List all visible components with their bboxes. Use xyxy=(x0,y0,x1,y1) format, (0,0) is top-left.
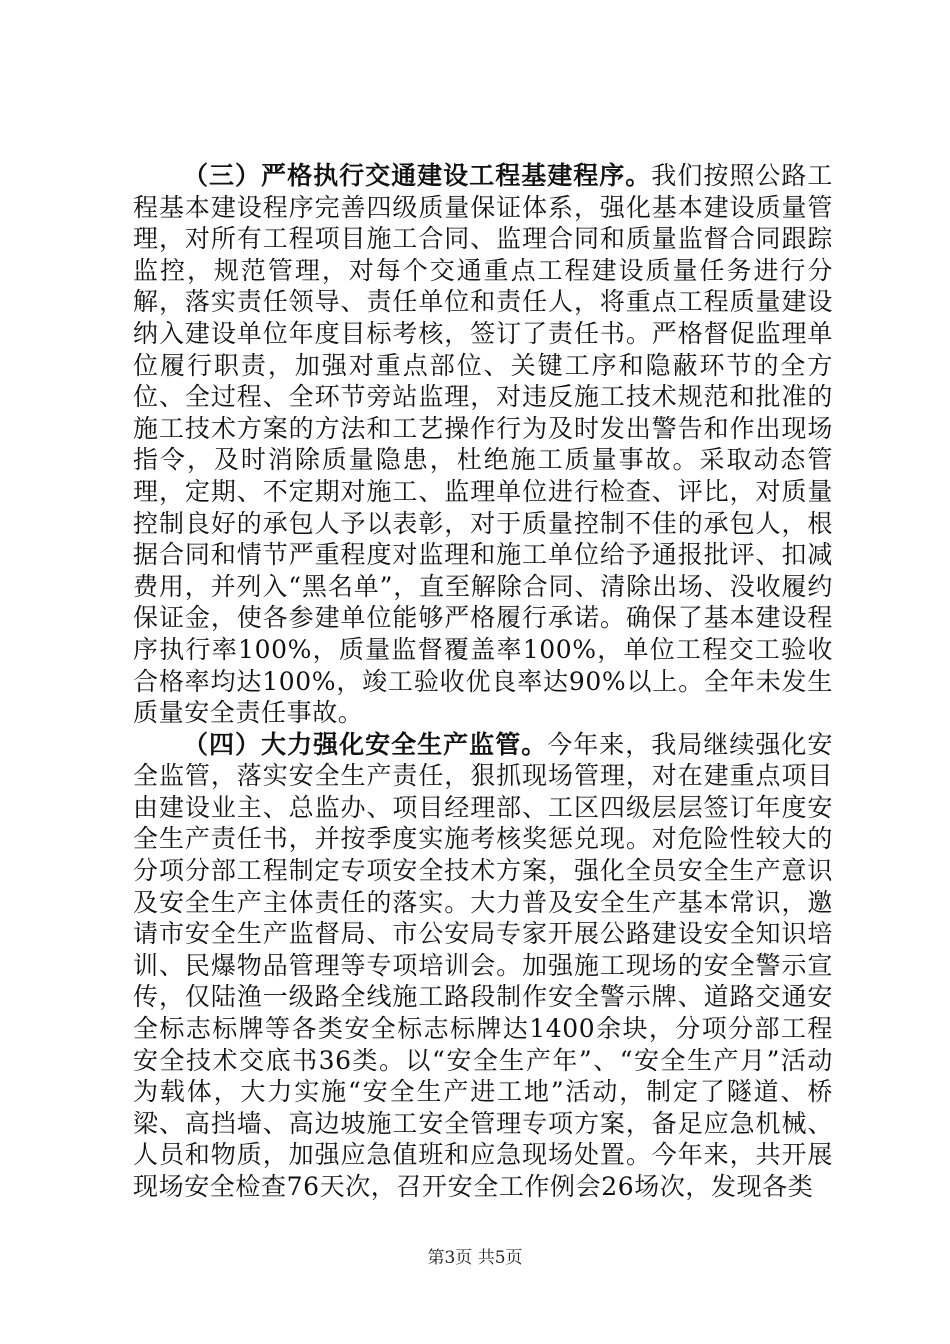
section-4-heading: （四）大力强化安全生产监管。 xyxy=(183,729,548,759)
section-3-body: 我们按照公路工程基本建设程序完善四级质量保证体系，强化基本建设质量管理，对所有工程项目施工合同、监理合同和质量监督合同跟踪监控，规范管理，对每个交通重点工程建设质量任务进行分解，落实责任领导、责任单位和责任人，将重点工程质量建设纳入建设单位年度目标考核，签订了责任书。严格督促监理单位履行职责，加强对重点部位、关键工序和隐蔽环节的全方位、全过程、全环节旁站监理，对违反施工技术规范和批准的施工技术方案的方法和工艺操作行为及时发出警告和作出现场指令，及时消除质量隐患，杜绝施工质量事故。采取动态管理，定期、不定期对施工、监理单位进行检查、评比，对质量控制良好的承包人予以表彰，对于质量控制不佳的承包人，根据合同和情节严重程度对监理和施工单位给予通报批评、扣减费用，并列入“黑名单”，直至解除合同、清除出场、没收履约保证金，使各参建单位能够严格履行承诺。确保了基本建设程序执行率100%，质量监督覆盖率100%，单位工程交工验收合格率均达100%，竣工验收优良率达90%以上。全年未发生质量安全责任事故。 xyxy=(133,161,833,728)
paragraph-section-4 xyxy=(133,729,833,1203)
section-4-body: 今年来，我局继续强化安全监管，落实安全生产责任，狠抓现场管理，对在建重点项目由建设业主、总监办、项目经理部、工区四级层层签订年度安全生产责任书，并按季度实施考核奖惩兑现。对危险性较大的分项分部工程制定专项安全技术方案，强化全员安全生产意识及安全生产主体责任的落实。大力普及安全生产基本常识，邀请市安全生产监督局、市公安局专家开展公路建设安全知识培训、民爆物品管理等专项培训会。加强施工现场的安全警示宣传，仅陆渔一级路全线施工路段制作安全警示牌、道路交通安全标志标牌等各类安全标志标牌达1400余块，分项分部工程安全技术交底书36类。以“安全生产年”、“安全生产月”活动为载体，大力实施“安全生产进工地”活动，制定了隧道、桥梁、高挡墙、高边坡施工安全管理专项方案，备足应急机械、人员和物质，加强应急值班和应急现场处置。今年来，共开展现场安全检查76天次，召开安全工作例会26场次，发现各类 xyxy=(133,729,833,1201)
document-body xyxy=(133,160,833,1203)
section-3-heading: （三）严格执行交通建设工程基建程序。 xyxy=(183,161,652,190)
paragraph-section-3 xyxy=(133,160,833,729)
page-footer: 第3页 共5页 xyxy=(427,1248,523,1268)
